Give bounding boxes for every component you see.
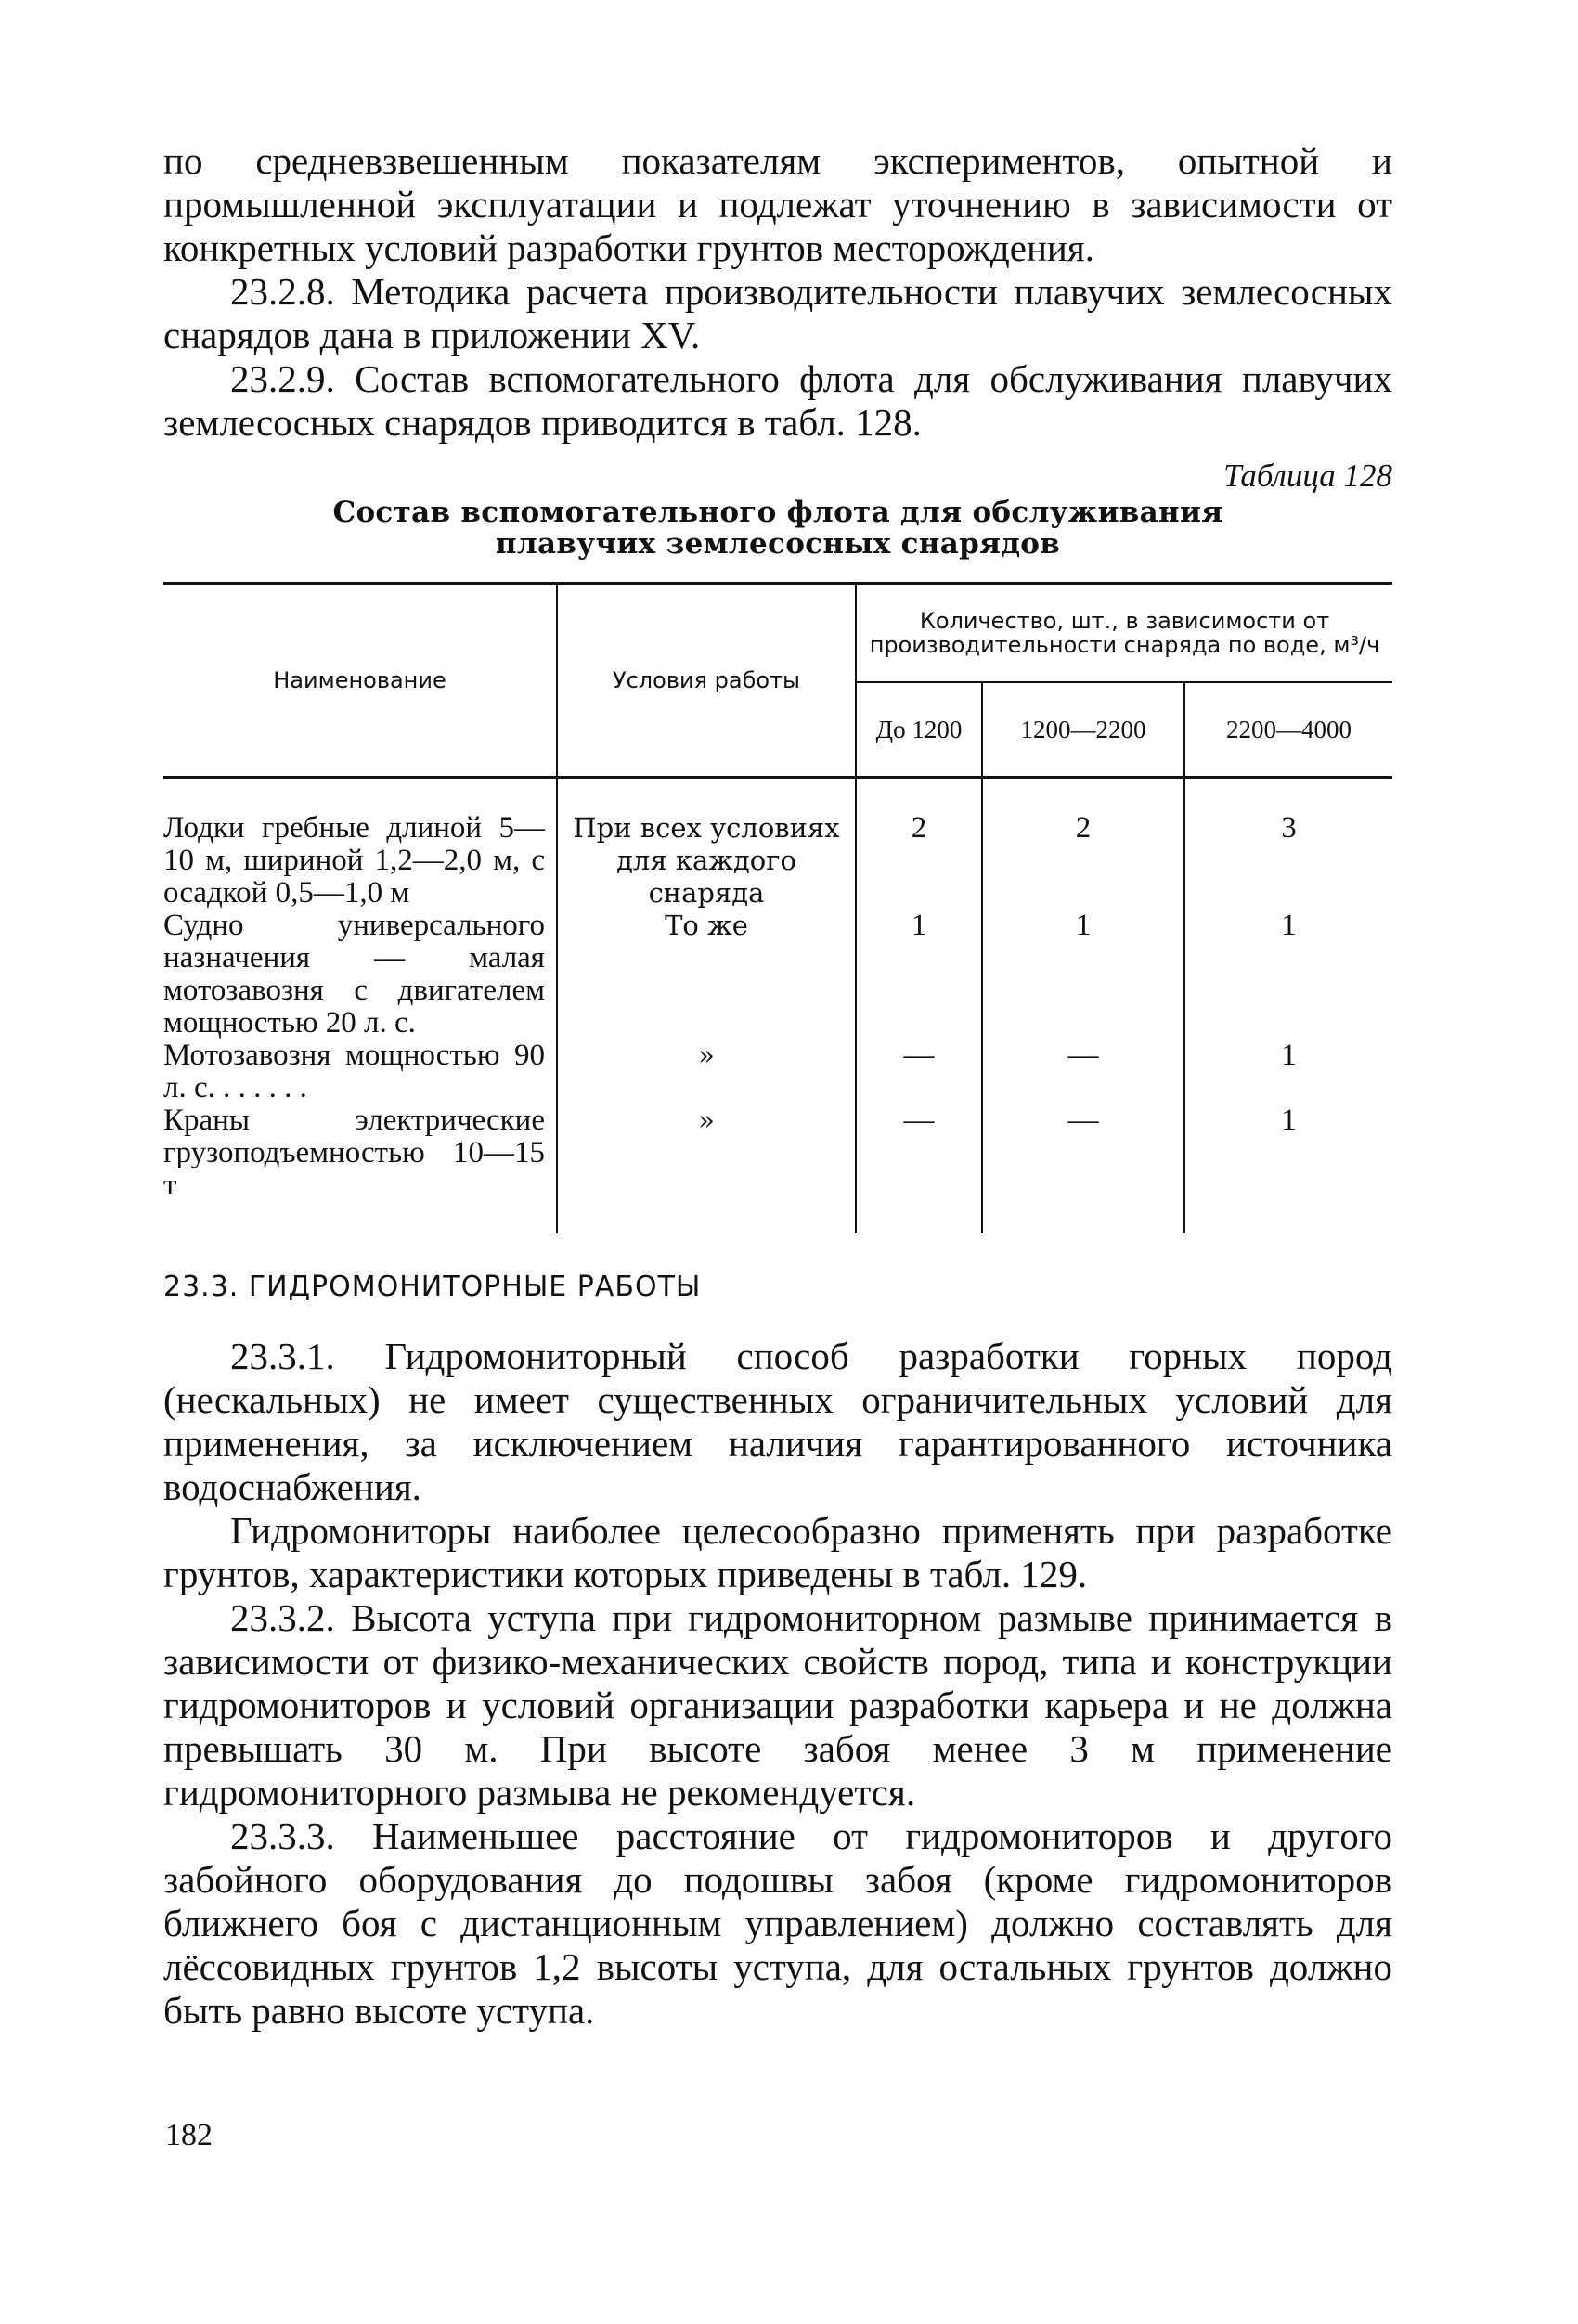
- paragraph-23-2-9: 23.2.9. Состав вспомогательного флота для обслуживания плавучих землесосных снарядов приводится в табл. 128.: [163, 357, 1392, 444]
- row-value-3: 1: [1281, 1104, 1297, 1137]
- row-name: Краны электрические грузоподъемностью 10—15 т: [163, 1104, 545, 1202]
- table-row: [163, 1039, 1392, 1104]
- paragraph-23-3-2: 23.3.2. Высота уступа при гидромониторном размыве принимается в зависимости от физико-механических свойств пород, типа и конструкции гидромониторов и условий организации разработки карьера и не должна превышать 30 м. При высоте забоя менее 3 м применение гидромониторного размыва не рекомендуется.: [163, 1596, 1392, 1814]
- header-name: Наименование: [163, 584, 557, 778]
- row-value-1: —: [856, 1039, 982, 1104]
- header-sub-1: До 1200: [856, 682, 982, 778]
- fleet-table: [163, 582, 1392, 1233]
- page-content: [163, 139, 1392, 2033]
- row-value-2: —: [982, 1104, 1184, 1233]
- row-conditions: »: [557, 1039, 856, 1104]
- row-name: Лодки гребные длиной 5—10 м, шириной 1,2—2,0 м, с осадкой 0,5—1,0 м: [163, 811, 545, 910]
- paragraph-23-3-3: 23.3.3. Наименьшее расстояние от гидромониторов и другого забойного оборудования до подошвы забоя (кроме гидромониторов ближнего боя с дистанционным управлением) должно составлять для лёссовидных грунтов 1,2 высоты уступа, для остальных грунтов должно быть равно высоте уступа.: [163, 1814, 1392, 2032]
- table-title-line-2: плавучих землесосных снарядов: [495, 527, 1061, 561]
- row-name: Мотозавозня мощностью 90 л. с. . . . . . .: [163, 1039, 545, 1104]
- page-number: 182: [165, 2118, 213, 2152]
- header-conditions: Условия работы: [557, 584, 856, 778]
- table-row: [163, 778, 1392, 910]
- row-conditions: »: [557, 1104, 856, 1233]
- row-conditions: При всех условиях для каждого снаряда: [557, 778, 856, 910]
- row-value-3: 1: [1281, 909, 1297, 942]
- row-value-3: 3: [1281, 811, 1297, 845]
- table-row: [163, 1104, 1392, 1233]
- header-sub-2: 1200—2200: [982, 682, 1184, 778]
- row-value-2: 1: [982, 910, 1184, 1039]
- paragraph-hydromonitors: Гидромониторы наиболее целесообразно применять при разработке грунтов, характеристики которых приведены в табл. 129.: [163, 1509, 1392, 1595]
- paragraph-continuation: по средневзвешенным показателям экспериментов, опытной и промышленной эксплуатации и подлежат уточнению в зависимости от конкретных условий разработки грунтов месторождения.: [163, 139, 1392, 269]
- row-conditions: То же: [557, 910, 856, 1039]
- row-value-2: 2: [982, 778, 1184, 910]
- header-sub-3: 2200—4000: [1184, 682, 1392, 778]
- row-name: Судно универсального назначения — малая мотозавозня с двигателем мощностью 20 л. с.: [163, 909, 545, 1039]
- row-value-1: —: [856, 1104, 982, 1233]
- table-title-line-1: Состав вспомогательного флота для обслуживания: [332, 496, 1223, 529]
- header-quantity: Количество, шт., в зависимости от производительности снаряда по воде, м³/ч: [856, 584, 1392, 683]
- row-value-2: —: [982, 1039, 1184, 1104]
- table-title: [163, 497, 1392, 560]
- row-value-1: 1: [856, 910, 982, 1039]
- row-value-3: 1: [1281, 1039, 1297, 1072]
- paragraph-23-3-1: 23.3.1. Гидромониторный способ разработки горных пород (нескальных) не имеет существенных ограничительных условий для применения, за исключением наличия гарантированного источника водоснабжения.: [163, 1335, 1392, 1508]
- table-number: Таблица 128: [1223, 458, 1392, 494]
- section-heading: 23.3. ГИДРОМОНИТОРНЫЕ РАБОТЫ: [163, 1271, 702, 1303]
- paragraph-23-2-8: 23.2.8. Методика расчета производительности плавучих землесосных снарядов дана в приложении XV.: [163, 270, 1392, 356]
- table-row: [163, 910, 1392, 1039]
- row-value-1: 2: [856, 778, 982, 910]
